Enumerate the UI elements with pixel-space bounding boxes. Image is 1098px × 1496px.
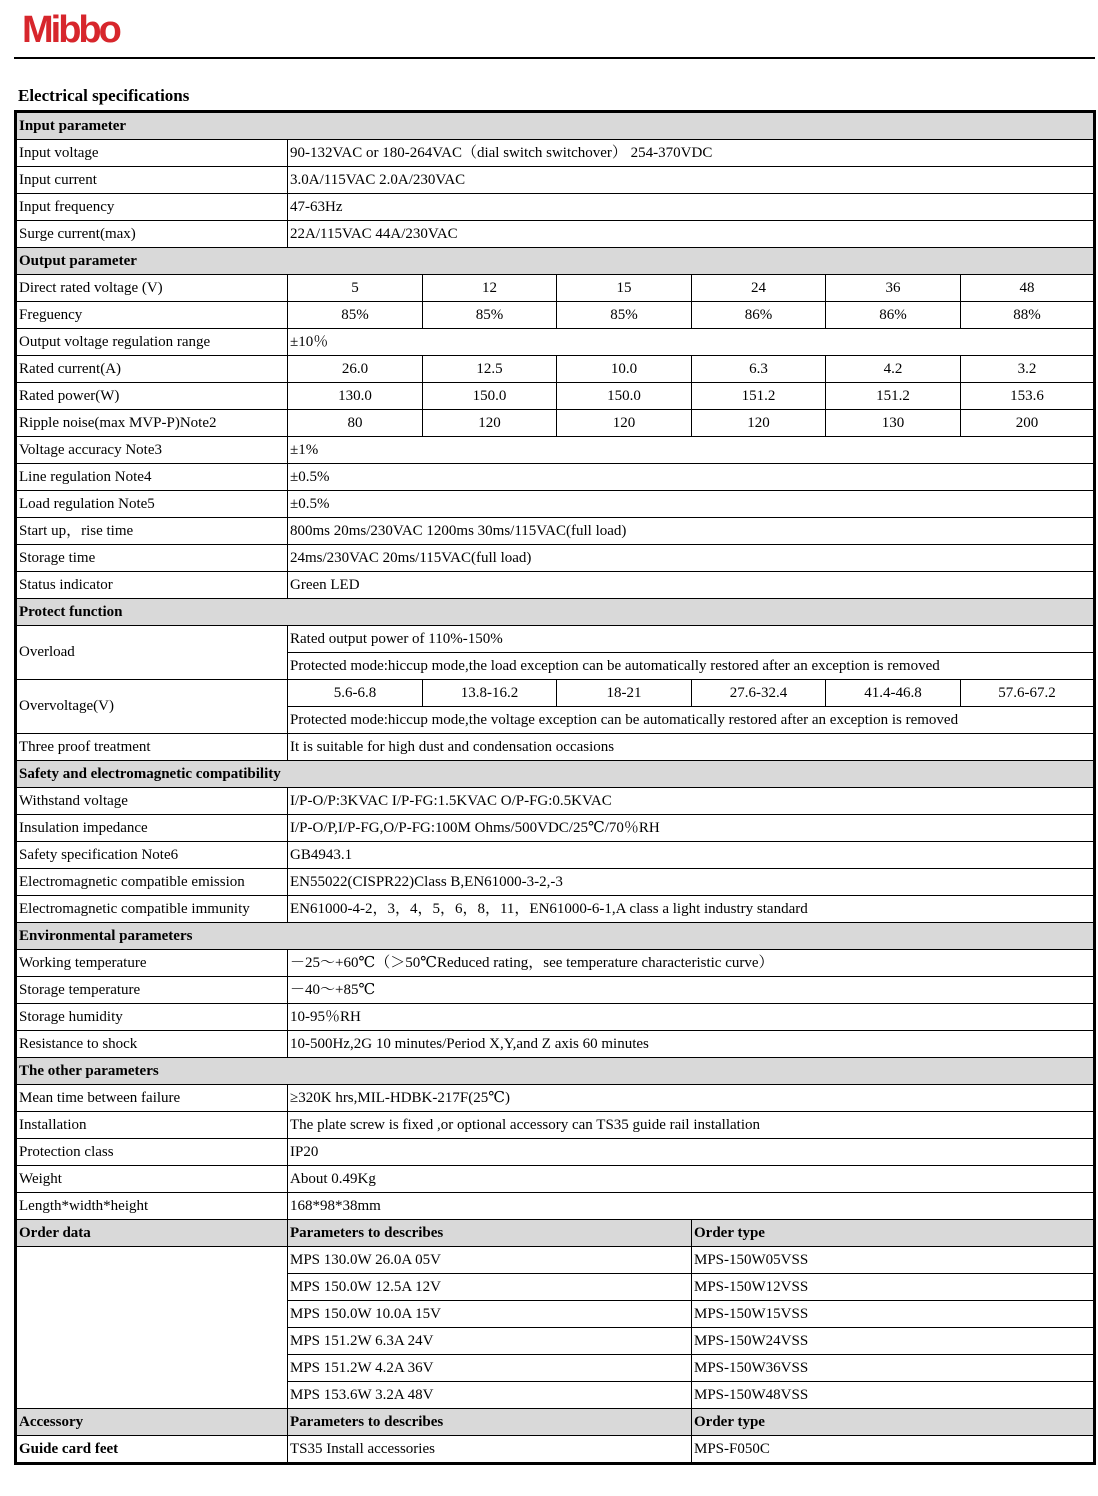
section-other	[16, 1058, 1095, 1085]
cell-value: 5.6-6.8	[288, 680, 423, 707]
row-value: 800ms 20ms/230VAC 1200ms 30ms/115VAC(full load)	[288, 518, 1095, 545]
cell-value: 150.0	[423, 383, 557, 410]
cell-value: 5	[288, 275, 423, 302]
row-label: Working temperature	[16, 950, 288, 977]
row-startup-time	[16, 518, 1095, 545]
order-type: MPS-150W15VSS	[692, 1301, 1095, 1328]
order-params: MPS 130.0W 26.0A 05V	[288, 1247, 692, 1274]
order-type: MPS-150W48VSS	[692, 1382, 1095, 1409]
cell-value: 3.2	[961, 356, 1095, 383]
column-header: Parameters to describes	[288, 1409, 692, 1436]
cell-value: 13.8-16.2	[423, 680, 557, 707]
row-working-temperature	[16, 950, 1095, 977]
row-value: ±0.5%	[288, 491, 1095, 518]
row-value: 10-500Hz,2G 10 minutes/Period X,Y,and Z axis 60 minutes	[288, 1031, 1095, 1058]
order-type: MPS-150W05VSS	[692, 1247, 1095, 1274]
order-params: MPS 153.6W 3.2A 48V	[288, 1382, 692, 1409]
row-label: Ripple noise(max MVP-P)Note2	[16, 410, 288, 437]
order-type: MPS-150W24VSS	[692, 1328, 1095, 1355]
accessory-params: TS35 Install accessories	[288, 1436, 692, 1464]
row-label: Rated power(W)	[16, 383, 288, 410]
section-heading: Output parameter	[16, 248, 1095, 275]
order-type: MPS-150W36VSS	[692, 1355, 1095, 1382]
row-value: ±1%	[288, 437, 1095, 464]
section-order	[16, 1220, 1095, 1247]
cell-value: 80	[288, 410, 423, 437]
cell-value: 57.6-67.2	[961, 680, 1095, 707]
order-params: MPS 150.0W 10.0A 15V	[288, 1301, 692, 1328]
row-storage-time	[16, 545, 1095, 572]
cell-value: 6.3	[692, 356, 826, 383]
header-divider	[14, 57, 1095, 59]
section-heading: Order data	[16, 1220, 288, 1247]
section-output	[16, 248, 1095, 275]
cell-value: 15	[557, 275, 692, 302]
row-value: ±0.5%	[288, 464, 1095, 491]
section-heading: Environmental parameters	[16, 923, 1095, 950]
row-value: 24ms/230VAC 20ms/115VAC(full load)	[288, 545, 1095, 572]
row-value: I/P-O/P:3KVAC I/P-FG:1.5KVAC O/P-FG:0.5KVAC	[288, 788, 1095, 815]
row-label: Surge current(max)	[16, 221, 288, 248]
column-header: Parameters to describes	[288, 1220, 692, 1247]
accessory-label: Guide card feet	[16, 1436, 288, 1464]
row-value: 47-63Hz	[288, 194, 1095, 221]
column-header: Order type	[692, 1409, 1095, 1436]
row-label: Voltage accuracy Note3	[16, 437, 288, 464]
row-label: Withstand voltage	[16, 788, 288, 815]
cell-value: 26.0	[288, 356, 423, 383]
row-label: Length*width*height	[16, 1193, 288, 1220]
row-label: Protection class	[16, 1139, 288, 1166]
row-input-frequency	[16, 194, 1095, 221]
row-label: Resistance to shock	[16, 1031, 288, 1058]
row-label: Mean time between failure	[16, 1085, 288, 1112]
row-value: 168*98*38mm	[288, 1193, 1095, 1220]
row-label: Electromagnetic compatible immunity	[16, 896, 288, 923]
row-label: Overvoltage(V)	[16, 680, 288, 734]
row-label: Three proof treatment	[16, 734, 288, 761]
section-safety	[16, 761, 1095, 788]
cell-value: 88%	[961, 302, 1095, 329]
row-insulation	[16, 815, 1095, 842]
accessory-type: MPS-F050C	[692, 1436, 1095, 1464]
row-line-regulation	[16, 464, 1095, 491]
section-heading: Input parameter	[16, 112, 1095, 140]
row-ripple-noise	[16, 410, 1095, 437]
row-voltage-accuracy	[16, 437, 1095, 464]
cell-value: 120	[423, 410, 557, 437]
section-heading: The other parameters	[16, 1058, 1095, 1085]
cell-value: 151.2	[826, 383, 961, 410]
row-label: Output voltage regulation range	[16, 329, 288, 356]
cell-value: 120	[557, 410, 692, 437]
row-rated-voltage	[16, 275, 1095, 302]
table-row	[16, 1436, 1095, 1464]
row-emc-immunity	[16, 896, 1095, 923]
row-value: Rated output power of 110%-150%	[288, 626, 1095, 653]
column-header: Order type	[692, 1220, 1095, 1247]
cell-value: 36	[826, 275, 961, 302]
cell-value: 200	[961, 410, 1095, 437]
row-value: EN61000-4-2，3，4，5，6，8，11，EN61000-6-1,A class a light industry standard	[288, 896, 1095, 923]
row-rated-power	[16, 383, 1095, 410]
row-value: ±10％	[288, 329, 1095, 356]
row-label: Overload	[16, 626, 288, 680]
row-weight	[16, 1166, 1095, 1193]
row-shock-resistance	[16, 1031, 1095, 1058]
row-value: I/P-O/P,I/P-FG,O/P-FG:100M Ohms/500VDC/25℃/70％RH	[288, 815, 1095, 842]
row-label: Load regulation Note5	[16, 491, 288, 518]
order-params: MPS 151.2W 6.3A 24V	[288, 1328, 692, 1355]
cell-value: 86%	[826, 302, 961, 329]
cell-value: 85%	[288, 302, 423, 329]
row-mtbf	[16, 1085, 1095, 1112]
row-load-regulation	[16, 491, 1095, 518]
page-title: Electrical specifications	[18, 86, 190, 105]
row-label: Installation	[16, 1112, 288, 1139]
row-label: Input current	[16, 167, 288, 194]
row-value: Green LED	[288, 572, 1095, 599]
row-label: Weight	[16, 1166, 288, 1193]
row-label: Status indicator	[16, 572, 288, 599]
row-value: The plate screw is fixed ,or optional accessory can TS35 guide rail installation	[288, 1112, 1095, 1139]
section-heading: Accessory	[16, 1409, 288, 1436]
section-protect	[16, 599, 1095, 626]
row-regulation-range	[16, 329, 1095, 356]
table-row	[16, 1247, 1095, 1274]
row-label: Direct rated voltage (V)	[16, 275, 288, 302]
row-label: Input frequency	[16, 194, 288, 221]
cell-value: 130	[826, 410, 961, 437]
row-label: Safety specification Note6	[16, 842, 288, 869]
cell-value: 10.0	[557, 356, 692, 383]
row-label: Freguency	[16, 302, 288, 329]
row-input-voltage	[16, 140, 1095, 167]
cell-value: 12	[423, 275, 557, 302]
row-value: 90-132VAC or 180-264VAC（dial switch switchover） 254-370VDC	[288, 140, 1095, 167]
order-params: MPS 151.2W 4.2A 36V	[288, 1355, 692, 1382]
row-label: Input voltage	[16, 140, 288, 167]
row-emc-emission	[16, 869, 1095, 896]
cell-value: 85%	[423, 302, 557, 329]
row-overload	[16, 626, 1095, 653]
row-surge-current	[16, 221, 1095, 248]
section-input	[16, 112, 1095, 140]
row-value: About 0.49Kg	[288, 1166, 1095, 1193]
cell-value: 41.4-46.8	[826, 680, 961, 707]
cell-value: 151.2	[692, 383, 826, 410]
row-label: Electromagnetic compatible emission	[16, 869, 288, 896]
brand-logo: Mibbo	[22, 9, 119, 51]
section-heading: Protect function	[16, 599, 1095, 626]
row-label: Insulation impedance	[16, 815, 288, 842]
row-label: Line regulation Note4	[16, 464, 288, 491]
cell-value: 85%	[557, 302, 692, 329]
row-value: It is suitable for high dust and condensation occasions	[288, 734, 1095, 761]
row-value: ≥320K hrs,MIL-HDBK-217F(25℃)	[288, 1085, 1095, 1112]
row-storage-humidity	[16, 1004, 1095, 1031]
row-value: Protected mode:hiccup mode,the load exception can be automatically restored after an exception is removed	[288, 653, 1095, 680]
row-value: 10-95％RH	[288, 1004, 1095, 1031]
row-label: Start up，rise time	[16, 518, 288, 545]
cell-value: 4.2	[826, 356, 961, 383]
section-environment	[16, 923, 1095, 950]
section-heading: Safety and electromagnetic compatibility	[16, 761, 1095, 788]
row-label: Storage time	[16, 545, 288, 572]
order-params: MPS 150.0W 12.5A 12V	[288, 1274, 692, 1301]
row-installation	[16, 1112, 1095, 1139]
row-status-indicator	[16, 572, 1095, 599]
cell-value: 153.6	[961, 383, 1095, 410]
row-value: Protected mode:hiccup mode,the voltage exception can be automatically restored after an exception is removed	[288, 707, 1095, 734]
cell-value: 120	[692, 410, 826, 437]
cell-value: 130.0	[288, 383, 423, 410]
row-dimensions	[16, 1193, 1095, 1220]
row-storage-temperature	[16, 977, 1095, 1004]
row-overvoltage	[16, 680, 1095, 707]
row-label: Storage humidity	[16, 1004, 288, 1031]
row-safety-spec	[16, 842, 1095, 869]
row-value: 3.0A/115VAC 2.0A/230VAC	[288, 167, 1095, 194]
cell-value: 27.6-32.4	[692, 680, 826, 707]
cell-value: 18-21	[557, 680, 692, 707]
row-label: Storage temperature	[16, 977, 288, 1004]
row-three-proof	[16, 734, 1095, 761]
row-value: －25～+60℃（＞50℃Reduced rating，see temperature characteristic curve）	[288, 950, 1095, 977]
cell-value: 12.5	[423, 356, 557, 383]
row-value: GB4943.1	[288, 842, 1095, 869]
cell-value: 150.0	[557, 383, 692, 410]
row-input-current	[16, 167, 1095, 194]
cell-value: 86%	[692, 302, 826, 329]
order-blank-cell	[16, 1247, 288, 1409]
row-withstand-voltage	[16, 788, 1095, 815]
row-value: －40～+85℃	[288, 977, 1095, 1004]
row-value: EN55022(CISPR22)Class B,EN61000-3-2,-3	[288, 869, 1095, 896]
row-protection-class	[16, 1139, 1095, 1166]
row-efficiency	[16, 302, 1095, 329]
cell-value: 24	[692, 275, 826, 302]
row-value: IP20	[288, 1139, 1095, 1166]
spec-table	[14, 110, 1096, 1465]
row-label: Rated current(A)	[16, 356, 288, 383]
row-rated-current	[16, 356, 1095, 383]
row-value: 22A/115VAC 44A/230VAC	[288, 221, 1095, 248]
cell-value: 48	[961, 275, 1095, 302]
order-type: MPS-150W12VSS	[692, 1274, 1095, 1301]
section-accessory	[16, 1409, 1095, 1436]
